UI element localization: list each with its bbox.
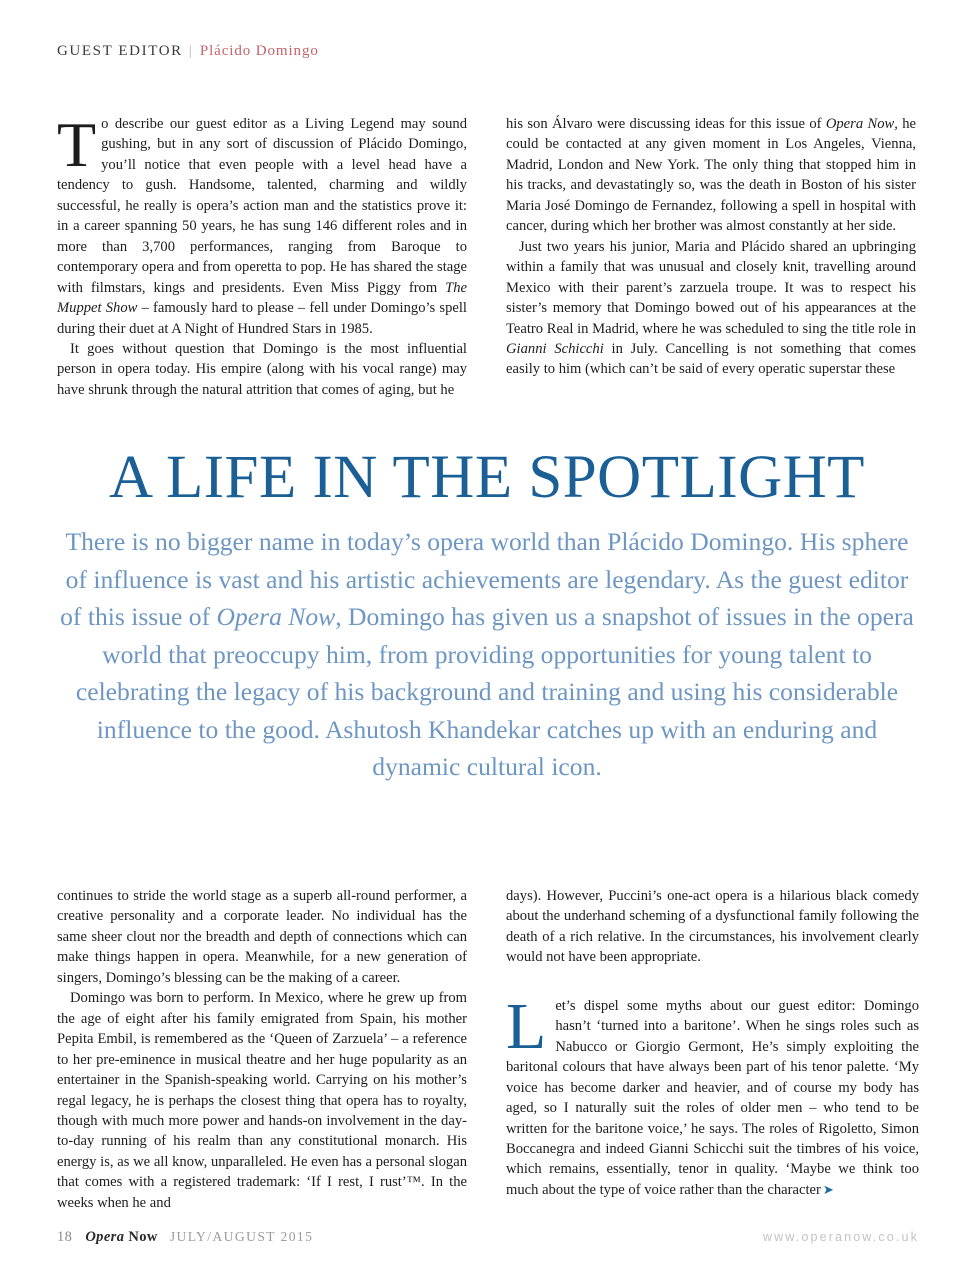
bottom-left-paragraph-2: Domingo was born to perform. In Mexico, where he grew up from the age of eight after his family emigrated from Spain, his mother Pepita Embil, is remembered as the ‘Queen of Zarzuela’ – a reference to her pre-eminence in musical theatre and her huge popularity as an entertainer in the Spanish-speaking world. Carrying on his mother’s regal legacy, he is perhaps the closest thing that opera has to royalty, though with much more power and hands-on involvement in the day-to-day running of his realm than any constitutional monarch. His energy is, as we all know, unparalleled. He even has a personal slogan that comes with a registered trademark: ‘If I rest, I rust’™. In the weeks when he and (57, 990, 467, 1211)
standfirst-italic: Opera Now (216, 602, 336, 631)
page-title: A LIFE IN THE SPOTLIGHT (109, 444, 865, 511)
website-url: www.operanow.co.uk (762, 1230, 919, 1244)
bottom-right-column (506, 886, 919, 1213)
drop-cap-t: T (57, 109, 97, 180)
running-head-name: Plácido Domingo (199, 43, 319, 59)
top-left-paragraph-2: It goes without question that Domingo is the most influential person in opera today. His empire (along with his vocal range) may have shrunk through the natural attrition that comes of aging, but he (57, 340, 467, 398)
headline-block (57, 446, 917, 786)
top-right-p1-a: his son Álvaro were discussing ideas for this issue of (506, 116, 826, 132)
top-right-p2-a: Just two years his junior, Maria and Plácido shared an upbringing within a family that was unusual and closely knit, travelling around Mexico with their parent’s zarzuela troupe. It was to respect his sister’s memory that Domingo bowed out of his appearances at the Teatro Real in Madrid, where he was scheduled to sing the title role in (506, 238, 916, 337)
bottom-right-paragraph-2 (506, 989, 919, 1201)
top-right-paragraph-2 (506, 237, 916, 380)
running-head (57, 42, 917, 60)
continuation-arrow-icon: ➤ (822, 1181, 834, 1197)
bottom-column-block (57, 886, 919, 1213)
page-footer (57, 1229, 919, 1246)
column-spacer (506, 968, 919, 996)
standfirst-part-1: There is no bigger name in today’s opera world than Plácido Domingo. His sphere of influence is vast and his artistic achievements are legendary. As the guest editor of this issue of (60, 527, 909, 631)
top-right-p1-italic: Opera Now (825, 116, 895, 132)
masthead-now: Now (128, 1229, 158, 1245)
top-right-p1-b: , he could be contacted at any given moment in Los Angeles, Vienna, Madrid, London and New York. The only thing that stopped him in his tracks, and devastatingly so, was the death in Boston of his sister Maria José Domingo de Fernandez, following a spell in hospital with cancer, during which her brother was almost constantly at her side. (506, 116, 916, 235)
top-right-p2-italic: Gianni Schicchi (506, 340, 604, 357)
issue-date: JULY/AUGUST 2015 (169, 1229, 314, 1244)
bottom-right-paragraph-1: days). However, Puccini’s one-act opera is a hilarious black comedy about the underhand scheming of a dysfunctional family following the death of a rich relative. In the circumstances, his involvement clearly would not have been appropriate. (506, 888, 919, 966)
bottom-left-column (57, 886, 467, 1213)
top-right-p2-b: in July. Cancelling is not something that comes easily to him (which can’t be said of every operatic superstar these (506, 340, 916, 378)
top-right-paragraph-1 (506, 114, 916, 237)
top-left-paragraph-1 (57, 109, 467, 339)
bottom-left-paragraph-1: continues to stride the world stage as a superb all-round performer, a creative personality and a corporate leader. No individual has the same sheer clout nor the breadth and depth of connections which can make things happen in opera. Meanwhile, for a new generation of singers, Domingo’s blessing can be the making of a career. (57, 888, 467, 986)
top-column-block (57, 109, 917, 400)
running-head-separator: | (188, 43, 193, 59)
top-left-p1-italic: The Muppet Show (57, 279, 467, 317)
drop-cap-l: L (506, 989, 547, 1063)
standfirst (57, 523, 917, 786)
page-number: 18 (57, 1229, 73, 1245)
standfirst-part-2: , Domingo has given us a snapshot of issues in the opera world that preoccupy him, from providing opportunities for young talent to celebrating the legacy of his background and training and using his considerable influence to the good. Ashutosh Khandekar catches up with an enduring and dynamic cultural icon. (75, 602, 914, 781)
masthead (85, 1229, 158, 1245)
top-left-column (57, 109, 467, 400)
masthead-opera: Opera (85, 1229, 125, 1245)
bottom-right-p2-text: et’s dispel some myths about our guest editor: Domingo hasn’t ‘turned into a baritone’. When he sings roles such as Nabucco or Giorgio Germont, He’s simply exploiting the baritonal colours that have always been part of his tenor palette. ‘My voice has become darker and heavier, and of course my body has aged, so I naturally suit the roles of older men – who tend to be written for the baritone voice,’ he says. The roles of Rigoletto, Simon Boccanegra and indeed Gianni Schicchi suit the timbres of his voice, which remains, essentially, tenor in quality. ‘Maybe we think too much about the type of voice rather than the character (506, 997, 919, 1198)
top-right-column (506, 114, 916, 400)
top-left-p1-cont: – famously hard to please – fell under Domingo’s spell during their duet at A Night of Hundred Stars in 1985. (57, 300, 467, 337)
top-left-p1-text: o describe our guest editor as a Living Legend may sound gushing, but in any sort of discussion of Plácido Domingo, you’ll notice that even people with a level head have a tendency to gush. Handsome, talented, charming and wildly successful, he really is opera’s action man and the statistics prove it: in a career spanning 50 years, he has sung 146 different roles and in more than 3,700 performances, ranging from Baroque to contemporary opera and from operetta to pop. He has shared the stage with filmstars, kings and presidents. Even Miss Piggy from (57, 116, 467, 296)
running-head-label: GUEST EDITOR (57, 43, 183, 59)
folio (57, 1229, 313, 1246)
